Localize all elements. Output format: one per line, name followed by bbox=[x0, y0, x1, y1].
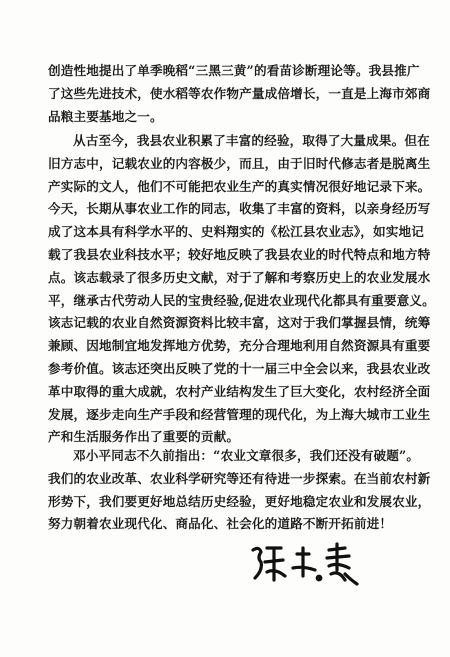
text-line: 品粮主要基地之一。 bbox=[48, 108, 163, 124]
text-line: 邓小平同志不久前指出：“农业文章很多，我们还没有破题”。 bbox=[73, 448, 420, 463]
text-line: 今天，长期从事农业工作的同志，收集了丰富的资料，以亲身经历写 bbox=[48, 201, 431, 217]
text-line: 兼顾、因地制宜地发挥地方优势，充分合理地利用自然资源具有重要 bbox=[48, 338, 431, 354]
text-line: 努力朝着农业现代化、商品化、社会化的道路不断开拓前进！ bbox=[48, 516, 393, 532]
text-line: 平，继承古代劳动人民的宝贵经验,促进农业现代化都具有重要意义。 bbox=[48, 292, 435, 308]
text-line: 产实际的文人，他们不可能把农业生产的真实情况很好地记录下来。 bbox=[48, 178, 431, 194]
handwritten-signature bbox=[245, 540, 365, 590]
text-line: 创造性地提出了单季晚稻“三黑三黄”的看苗诊断理论等。我县推广 bbox=[48, 63, 420, 78]
text-line: 形势下，我们要更好地总结历史经验，更好地稳定农业和发展农业， bbox=[48, 493, 431, 509]
text-line: 载了我县农业科技水平；较好地反映了我县农业的时代特点和地方特 bbox=[48, 246, 431, 262]
text-line: 了这些先进技术，使水稻等农作物产量成倍增长，一直是上海市郊商 bbox=[48, 85, 431, 101]
paragraph-2 bbox=[48, 130, 435, 449]
text-line: 旧方志中，记载农业的内容极少，而且，由于旧时代修志者是脱离生 bbox=[48, 155, 431, 171]
text-line: 成了这本具有科学水平的、史料翔实的《松江县农业志》，如实地记 bbox=[48, 224, 425, 240]
text-line: 产和生活服务作出了重要的贡献。 bbox=[48, 429, 240, 445]
text-line: 点。该志载录了很多历史文献，对于了解和考察历史上的农业发展水 bbox=[48, 269, 431, 285]
text-line: 革中取得的重大成就，农村产业结构发生了巨大变化，农村经济全面 bbox=[48, 383, 431, 399]
text-line: 我们的农业改革、农业科学研究等还有待进一步探索。在当前农村新 bbox=[48, 470, 431, 486]
paragraph-1 bbox=[48, 60, 431, 128]
paragraph-3 bbox=[48, 445, 431, 536]
text-line: 参考价值。该志还突出反映了党的十一届三中全会以来，我县农业改 bbox=[48, 360, 431, 376]
text-line: 发展，逐步走向生产手段和经营管理的现代化，为上海大城市工业生 bbox=[48, 406, 431, 422]
text-line: 从古至今，我县农业积累了丰富的经验，取得了大量成果。但在 bbox=[73, 133, 430, 148]
text-line: 该志记载的农业自然资源资料比较丰富，这对于我们掌握县情，统筹 bbox=[48, 315, 431, 331]
